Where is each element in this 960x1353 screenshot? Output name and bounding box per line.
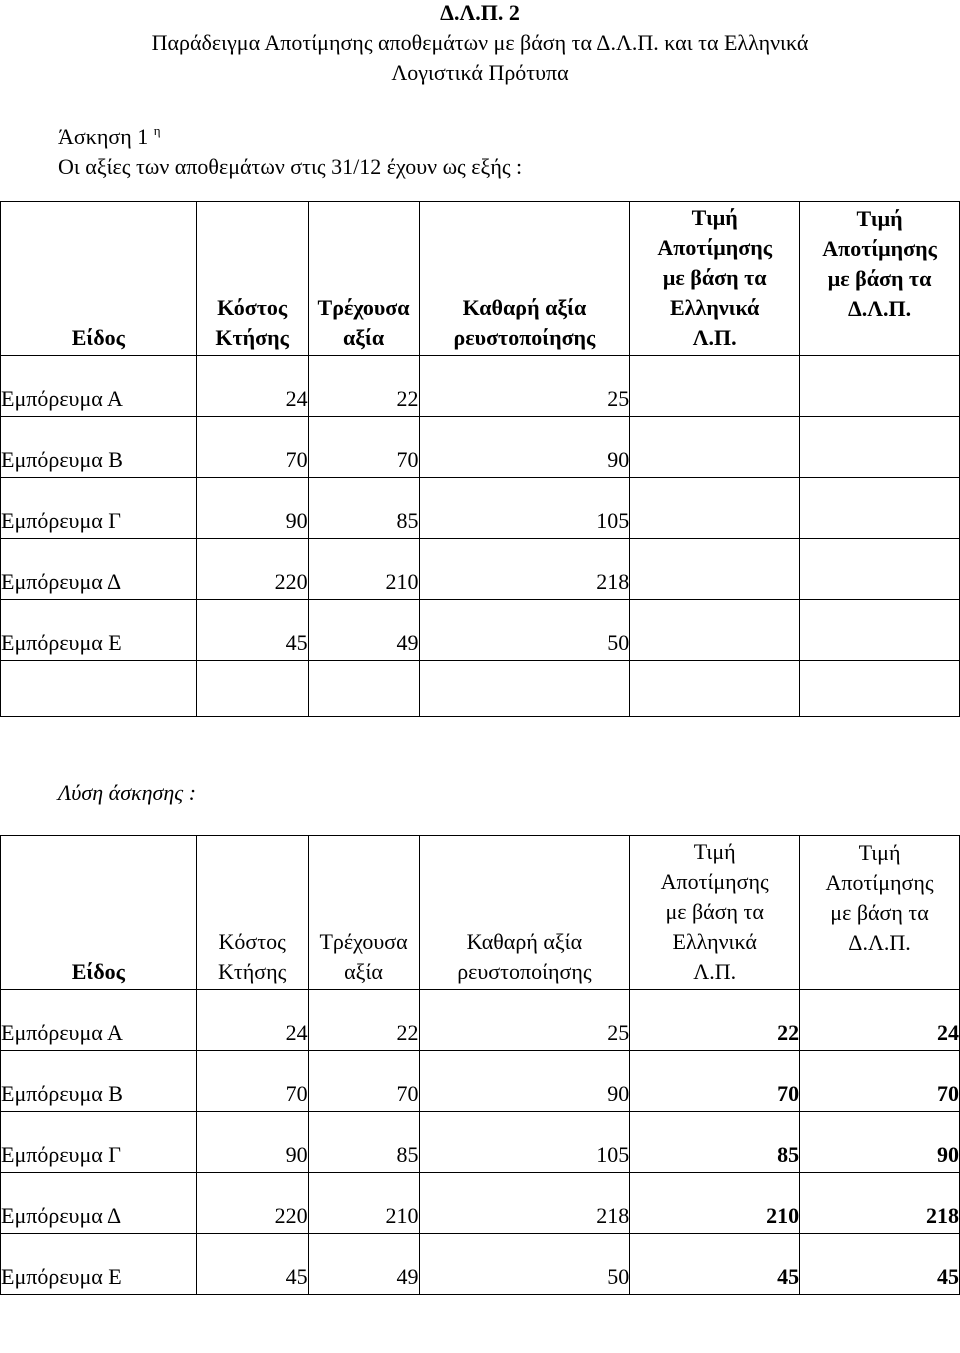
col-header-ias-valuation: Τιμή Αποτίμησης με βάση τα Δ.Λ.Π. [800, 836, 960, 990]
item-net: 218 [419, 539, 630, 600]
item-greek-value: 210 [630, 1173, 800, 1234]
exercise-title: Άσκηση 1 $^\eta$ [58, 123, 161, 149]
document-title: Παράδειγμα Αποτίμησης αποθεμάτων με βάση τα Δ.Λ.Π. και τα Ελληνικά [151, 30, 809, 55]
col-header-cost: Κόστος Κτήσης [196, 836, 308, 990]
item-greek-value: 70 [630, 1051, 800, 1112]
item-greek-value: 45 [630, 1234, 800, 1295]
header-row [1, 202, 960, 356]
item-current: 85 [308, 1112, 419, 1173]
document-subtitle: Λογιστικά Πρότυπα [391, 60, 569, 85]
item-cost: 24 [196, 990, 308, 1051]
item-ias-value: 24 [800, 990, 960, 1051]
item-greek-value: 85 [630, 1112, 800, 1173]
item-cost: 24 [196, 356, 308, 417]
col-header-current: Τρέχουσα αξία [308, 202, 419, 356]
item-greek-empty [630, 600, 800, 661]
table-row [1, 1173, 960, 1234]
item-current: 85 [308, 478, 419, 539]
table-row [1, 990, 960, 1051]
item-ias-empty [800, 539, 960, 600]
item-current: 210 [308, 1173, 419, 1234]
item-ias-value: 70 [800, 1051, 960, 1112]
item-ias-empty [800, 417, 960, 478]
col-header-current: Τρέχουσα αξία [308, 836, 419, 990]
col-header-type: Είδος [1, 202, 197, 356]
item-net: 218 [419, 1173, 630, 1234]
header-row [1, 836, 960, 990]
item-name: Εμπόρευμα Β [1, 417, 197, 478]
item-cost: 220 [196, 539, 308, 600]
table-row [1, 600, 960, 661]
item-net: 25 [419, 356, 630, 417]
item-name: Εμπόρευμα Α [1, 356, 197, 417]
item-greek-empty [630, 417, 800, 478]
table-row [1, 356, 960, 417]
item-current: 210 [308, 539, 419, 600]
item-cost: 90 [196, 478, 308, 539]
item-name: Εμπόρευμα Ε [1, 600, 197, 661]
table-row [1, 1112, 960, 1173]
item-net: 105 [419, 1112, 630, 1173]
item-net: 90 [419, 1051, 630, 1112]
item-net: 105 [419, 478, 630, 539]
item-net: 50 [419, 600, 630, 661]
item-current: 22 [308, 990, 419, 1051]
item-name: Εμπόρευμα Δ [1, 1173, 197, 1234]
table-row [1, 417, 960, 478]
item-cost: 70 [196, 417, 308, 478]
col-header-greek-valuation: Τιμή Αποτίμησης με βάση τα Ελληνικά Λ.Π. [630, 202, 800, 356]
item-net: 25 [419, 990, 630, 1051]
item-cost: 220 [196, 1173, 308, 1234]
inventory-table-exercise [0, 201, 960, 717]
table-row [1, 478, 960, 539]
item-greek-empty [630, 478, 800, 539]
col-header-net: Καθαρή αξία ρευστοποίησης [419, 836, 630, 990]
exercise-title-superscript: η [153, 123, 161, 138]
item-ias-value: 218 [800, 1173, 960, 1234]
item-name: Εμπόρευμα Δ [1, 539, 197, 600]
item-ias-empty [800, 356, 960, 417]
item-cost: 45 [196, 1234, 308, 1295]
col-header-ias-valuation: Τιμή Αποτίμησης με βάση τα Δ.Λ.Π. [800, 202, 960, 356]
standard-number: Δ.Λ.Π. 2 [440, 0, 520, 25]
item-ias-empty [800, 600, 960, 661]
document-header [0, 0, 960, 88]
item-current: 49 [308, 1234, 419, 1295]
col-header-net: Καθαρή αξία ρευστοποίησης [419, 202, 630, 356]
item-cost: 45 [196, 600, 308, 661]
item-name: Εμπόρευμα Γ [1, 1112, 197, 1173]
col-header-greek-valuation: Τιμή Αποτίμησης με βάση τα Ελληνικά Λ.Π. [630, 836, 800, 990]
col-header-cost: Κόστος Κτήσης [196, 202, 308, 356]
item-current: 49 [308, 600, 419, 661]
exercise-intro: Οι αξίες των αποθεμάτων στις 31/12 έχουν ως εξής : [58, 154, 523, 179]
item-name: Εμπόρευμα Β [1, 1051, 197, 1112]
item-current: 70 [308, 417, 419, 478]
item-ias-empty [800, 478, 960, 539]
item-name: Εμπόρευμα Α [1, 990, 197, 1051]
item-greek-value: 22 [630, 990, 800, 1051]
item-greek-empty [630, 539, 800, 600]
item-ias-value: 90 [800, 1112, 960, 1173]
table-row-empty [1, 661, 960, 717]
table-row [1, 539, 960, 600]
item-current: 70 [308, 1051, 419, 1112]
item-ias-value: 45 [800, 1234, 960, 1295]
item-cost: 90 [196, 1112, 308, 1173]
item-name: Εμπόρευμα Ε [1, 1234, 197, 1295]
item-net: 90 [419, 417, 630, 478]
item-greek-empty [630, 356, 800, 417]
table-row [1, 1234, 960, 1295]
table-row [1, 1051, 960, 1112]
item-name: Εμπόρευμα Γ [1, 478, 197, 539]
solution-title: Λύση άσκησης : [58, 780, 197, 805]
exercise-block [58, 116, 522, 182]
item-net: 50 [419, 1234, 630, 1295]
item-cost: 70 [196, 1051, 308, 1112]
item-current: 22 [308, 356, 419, 417]
col-header-type: Είδος [1, 836, 197, 990]
inventory-table-solution [0, 835, 960, 1295]
